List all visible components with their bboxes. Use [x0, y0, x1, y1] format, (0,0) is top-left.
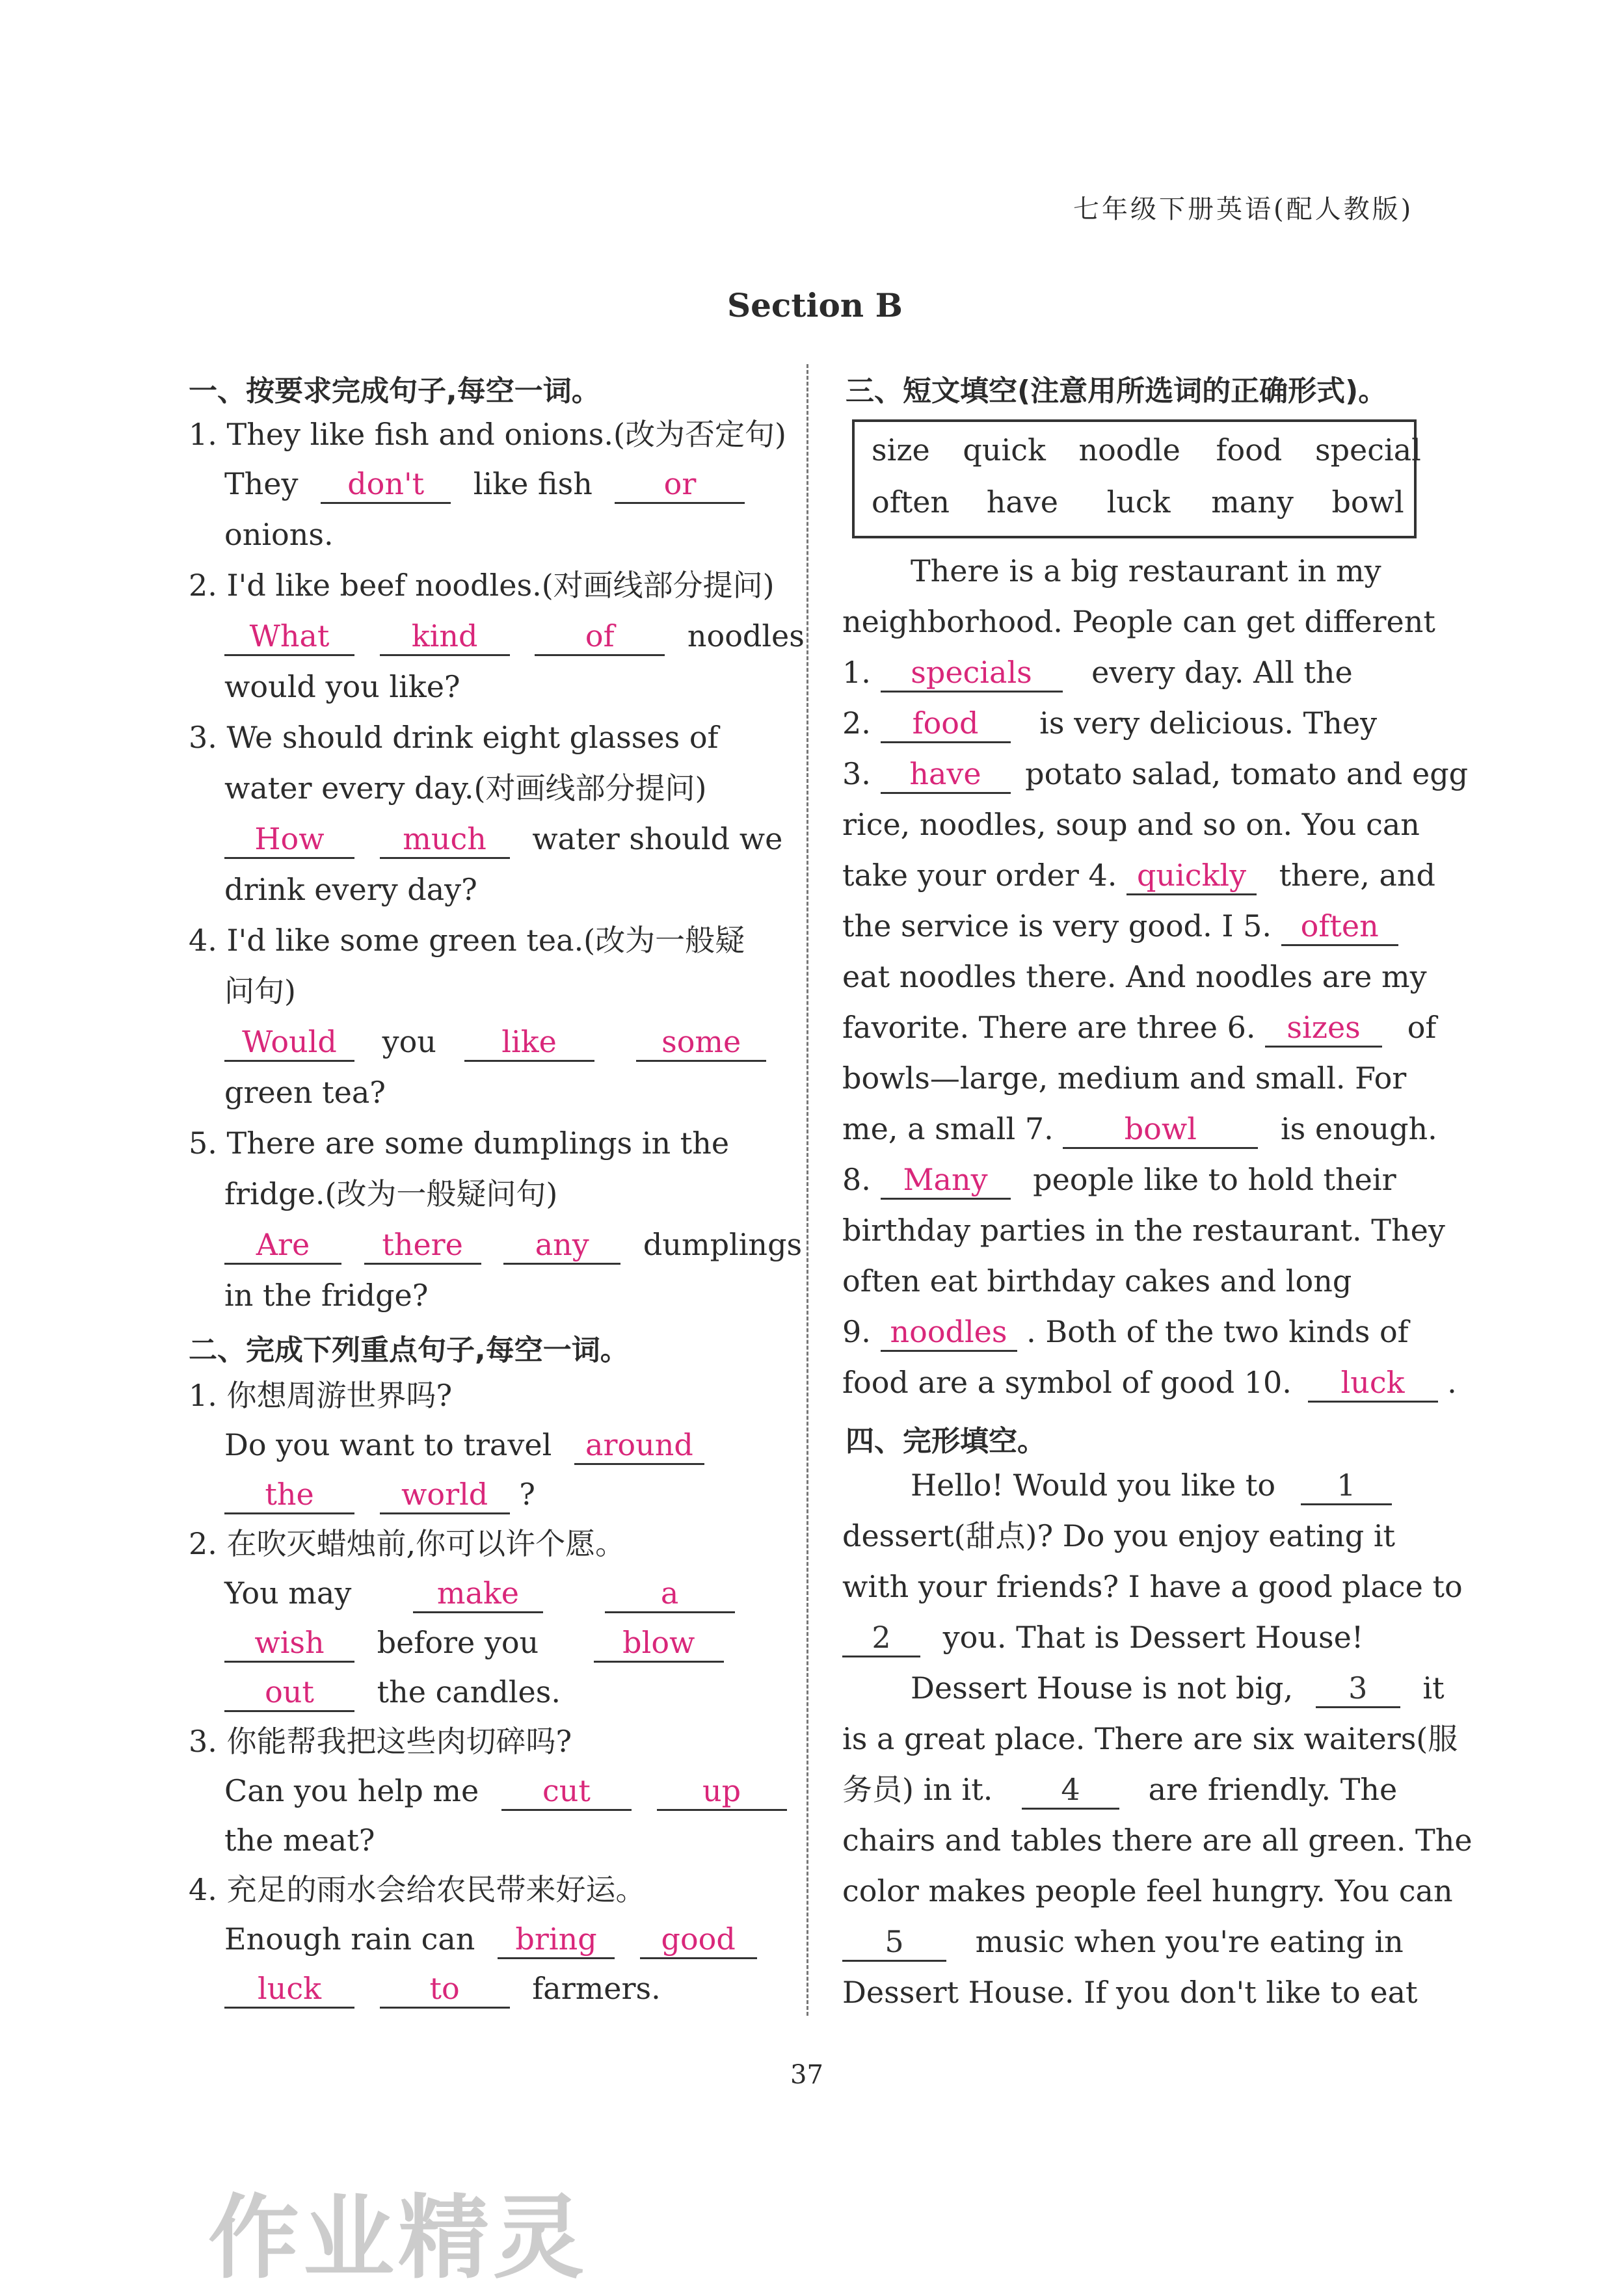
answer: often — [1300, 908, 1379, 943]
p2-q1-cn: 1. 你想周游世界吗? — [189, 1378, 453, 1413]
text: favorite. There are three 6. — [842, 1010, 1256, 1045]
blank-number: 2 — [872, 1620, 891, 1655]
answer: kind — [411, 618, 478, 653]
p3-line3 — [842, 653, 1353, 693]
blank — [503, 1226, 620, 1265]
box-word: food — [1216, 432, 1283, 468]
p4-line8: chairs and tables there are all green. The — [842, 1823, 1473, 1858]
p1-q5-line1: 5. There are some dumplings in the — [189, 1126, 730, 1161]
blank — [224, 1476, 354, 1514]
text: food are a symbol of good 10. — [842, 1365, 1292, 1400]
answer: make — [436, 1576, 520, 1611]
answer: cut — [542, 1773, 591, 1808]
blank — [364, 1226, 481, 1265]
blank — [224, 1674, 354, 1712]
answer: sizes — [1286, 1010, 1361, 1045]
text: is very delicious. They — [1039, 706, 1378, 741]
text: you. That is Dessert House! — [942, 1620, 1364, 1655]
answer: of — [585, 618, 615, 653]
answer: blow — [622, 1625, 695, 1660]
blank — [224, 618, 354, 656]
blank — [224, 1624, 354, 1663]
p4-line2: dessert(甜点)? Do you enjoy eating it — [842, 1518, 1396, 1553]
text: me, a small 7. — [842, 1111, 1054, 1146]
box-word: quick — [963, 432, 1046, 468]
blank — [380, 618, 510, 656]
box-word: luck — [1106, 484, 1171, 520]
blank — [380, 1970, 510, 2009]
text: dumplings — [643, 1227, 803, 1262]
text: They — [224, 466, 299, 501]
answer: bowl — [1124, 1111, 1197, 1146]
blank — [881, 705, 1011, 743]
blank — [380, 821, 510, 859]
p1-q1-line3: onions. — [224, 517, 334, 552]
answer: wish — [254, 1625, 325, 1660]
p1-q4-line3 — [224, 1022, 766, 1062]
p1-q2-line3: would you like? — [224, 669, 460, 704]
text: 务员) in it. — [842, 1772, 993, 1807]
blank — [594, 1624, 724, 1663]
part3-title: 三、短文填空(注意用所选词的正确形式)。 — [846, 375, 1387, 408]
p3-line8 — [842, 906, 1398, 946]
blank — [881, 756, 1011, 794]
answer: How — [254, 821, 325, 856]
blank — [636, 1023, 766, 1062]
answer: to — [429, 1971, 460, 2006]
blank — [574, 1427, 704, 1465]
page-number: 37 — [790, 2060, 823, 2090]
text: potato salad, tomato and egg — [1025, 756, 1469, 791]
p1-q5-line2: fridge.(改为一般疑问句) — [224, 1176, 558, 1211]
p2-q1-line2 — [224, 1425, 704, 1465]
p4-line9: color makes people feel hungry. You can — [842, 1873, 1453, 1908]
text: it — [1422, 1670, 1445, 1706]
p3-line14: birthday parties in the restaurant. They — [842, 1213, 1445, 1248]
text: You may — [224, 1576, 352, 1611]
p1-q3-line2: water every day.(对画线部分提问) — [224, 771, 707, 806]
p3-line1: There is a big restaurant in my — [911, 553, 1381, 588]
p3-line13 — [842, 1160, 1396, 1200]
blank-number: 4 — [1061, 1772, 1080, 1807]
p4-line10 — [842, 1922, 1404, 1962]
blank — [501, 1773, 632, 1811]
box-word: noodle — [1078, 432, 1180, 468]
p3-line7 — [842, 856, 1435, 895]
p3-line5 — [842, 754, 1468, 794]
text: . Both of the two kinds of — [1026, 1314, 1409, 1349]
blank — [1126, 857, 1257, 895]
answer: good — [661, 1921, 736, 1957]
blank — [615, 466, 745, 504]
p2-q3-line3: the meat? — [224, 1823, 375, 1858]
box-word: often — [872, 484, 950, 520]
p3-line12 — [842, 1109, 1437, 1149]
answer: any — [535, 1227, 589, 1262]
blank — [224, 1970, 354, 2009]
text: the candles. — [377, 1674, 561, 1709]
text: are friendly. The — [1148, 1772, 1398, 1807]
answer: or — [663, 466, 697, 501]
blank — [224, 821, 354, 859]
blank — [224, 1023, 354, 1062]
text: music when you're eating in — [975, 1924, 1404, 1959]
p2-q3-cn: 3. 你能帮我把这些肉切碎吗? — [189, 1724, 572, 1759]
p3-line2: neighborhood. People can get different — [842, 604, 1435, 639]
p3-line10 — [842, 1008, 1436, 1048]
p2-q4-line2 — [224, 1920, 757, 1959]
p1-q3-line1: 3. We should drink eight glasses of — [189, 720, 719, 755]
answer: a — [660, 1576, 679, 1611]
answer: Many — [903, 1162, 988, 1197]
blank — [640, 1921, 757, 1959]
answer: luck — [258, 1971, 321, 2006]
p1-q1-line2 — [224, 464, 745, 504]
p1-q2-line1: 2. I'd like beef noodles.(对画线部分提问) — [189, 568, 775, 603]
text: 2. — [842, 706, 871, 741]
blank — [1316, 1670, 1400, 1708]
blank — [413, 1575, 543, 1613]
blank — [881, 654, 1063, 693]
answer: Are — [256, 1227, 310, 1262]
text: Do you want to travel — [224, 1427, 552, 1462]
p1-q2-line2 — [224, 616, 805, 656]
text: water should we — [532, 821, 783, 856]
blank — [498, 1921, 615, 1959]
part1-title: 一、按要求完成句子,每空一词。 — [189, 375, 600, 408]
part4-title: 四、完形填空。 — [846, 1425, 1046, 1458]
p1-q3-line3 — [224, 819, 782, 859]
answer: much — [403, 821, 487, 856]
p2-q2-cn: 2. 在吹灭蜡烛前,你可以许个愿。 — [189, 1526, 626, 1561]
text: Hello! Would you like to — [911, 1468, 1276, 1503]
text: is enough. — [1280, 1111, 1437, 1146]
answer: around — [585, 1427, 693, 1462]
answer: there — [382, 1227, 463, 1262]
blank-number: 1 — [1337, 1468, 1356, 1503]
part2-title: 二、完成下列重点句子,每空一词。 — [189, 1334, 629, 1367]
blank-number: 3 — [1348, 1670, 1368, 1706]
p4-line3: with your friends? I have a good place to — [842, 1569, 1463, 1604]
answer: bring — [515, 1921, 597, 1957]
p1-q5-line3 — [224, 1225, 802, 1265]
box-word: have — [986, 484, 1058, 520]
word-box-row2 — [872, 482, 1404, 521]
answer: some — [661, 1024, 741, 1059]
column-divider — [806, 364, 808, 2016]
blank — [535, 618, 665, 656]
blank — [1265, 1009, 1382, 1048]
blank — [1308, 1364, 1438, 1403]
answer: like — [501, 1024, 557, 1059]
box-word: size — [872, 432, 930, 468]
p2-q4-line3 — [224, 1969, 661, 2009]
answer: out — [265, 1674, 314, 1709]
text: every day. All the — [1091, 655, 1353, 690]
blank — [224, 1226, 341, 1265]
p2-q4-cn: 4. 充足的雨水会给农民带来好运。 — [189, 1872, 646, 1907]
word-box-row1 — [872, 430, 1421, 469]
text: the service is very good. I 5. — [842, 908, 1272, 943]
blank — [657, 1773, 787, 1811]
p2-q1-line3 — [224, 1475, 535, 1514]
p4-line4 — [842, 1618, 1363, 1657]
p2-q3-line2 — [224, 1771, 787, 1811]
p4-line11: Dessert House. If you don't like to eat — [842, 1975, 1418, 2010]
p3-line17 — [842, 1363, 1457, 1403]
watermark-logo: 作业精灵 — [208, 2185, 589, 2291]
p1-q4-line4: green tea? — [224, 1075, 386, 1110]
blank-number: 5 — [885, 1924, 904, 1959]
box-word: bowl — [1331, 484, 1404, 520]
box-word: special — [1314, 432, 1421, 468]
p4-line5 — [911, 1669, 1445, 1708]
answer: luck — [1340, 1365, 1405, 1400]
answer: the — [265, 1477, 314, 1512]
answer: world — [401, 1477, 488, 1512]
p3-line11: bowls—large, medium and small. For — [842, 1061, 1407, 1096]
blank — [1063, 1111, 1258, 1149]
p4-line7 — [842, 1770, 1397, 1810]
text: 8. — [842, 1162, 871, 1197]
answer: don't — [347, 466, 425, 501]
answer: specials — [911, 655, 1032, 690]
text: Enough rain can — [224, 1921, 475, 1957]
p4-line6: is a great place. There are six waiters(服 — [842, 1721, 1458, 1756]
text: Dessert House is not big, — [911, 1670, 1294, 1706]
p1-q3-line4: drink every day? — [224, 872, 477, 907]
blank — [380, 1476, 510, 1514]
text: farmers. — [532, 1971, 661, 2006]
p3-line6: rice, noodles, soup and so on. You can — [842, 807, 1420, 842]
answer: food — [912, 706, 979, 741]
p1-q4-line2: 问句) — [224, 973, 296, 1009]
text: 9. — [842, 1314, 871, 1349]
section-title: Section B — [727, 286, 903, 324]
blank — [1301, 1467, 1392, 1505]
p3-line16 — [842, 1312, 1409, 1352]
text: like fish — [473, 466, 593, 501]
text: . — [1447, 1365, 1457, 1400]
answer: What — [249, 618, 330, 653]
text: of — [1407, 1010, 1437, 1045]
text: 3. — [842, 756, 871, 791]
text: Can you help me — [224, 1773, 479, 1808]
blank — [464, 1023, 594, 1062]
text: there, and — [1279, 858, 1435, 893]
p2-q2-line3 — [224, 1623, 724, 1663]
p1-q5-line4: in the fridge? — [224, 1278, 429, 1313]
answer: up — [702, 1773, 741, 1808]
blank — [842, 1619, 920, 1657]
answer: noodles — [890, 1314, 1007, 1349]
text: before you — [377, 1625, 539, 1660]
p1-q1-line1: 1. They like fish and onions.(改为否定句) — [189, 417, 786, 452]
p3-line4 — [842, 704, 1377, 743]
text: you — [382, 1024, 436, 1059]
blank — [842, 1923, 946, 1962]
book-title: 七年级下册英语(配人教版) — [1073, 194, 1414, 224]
answer: quickly — [1136, 858, 1247, 893]
p2-q2-line4 — [224, 1672, 561, 1712]
p3-line15: often eat birthday cakes and long — [842, 1263, 1352, 1299]
p2-q2-line2 — [224, 1574, 735, 1613]
answer: Would — [242, 1024, 337, 1059]
text: 1. — [842, 655, 871, 690]
blank — [1281, 908, 1398, 946]
blank — [321, 466, 451, 504]
blank — [605, 1575, 735, 1613]
text: people like to hold their — [1033, 1162, 1396, 1197]
box-word: many — [1211, 484, 1294, 520]
blank — [881, 1161, 1011, 1200]
p3-line9: eat noodles there. And noodles are my — [842, 959, 1427, 994]
p1-q4-line1: 4. I'd like some green tea.(改为一般疑 — [189, 923, 745, 958]
text: noodles — [687, 618, 805, 653]
text: take your order 4. — [842, 858, 1117, 893]
blank — [1022, 1771, 1119, 1810]
blank — [881, 1313, 1017, 1352]
p4-line1 — [911, 1466, 1392, 1505]
answer: have — [909, 756, 981, 791]
text: ? — [519, 1477, 535, 1512]
